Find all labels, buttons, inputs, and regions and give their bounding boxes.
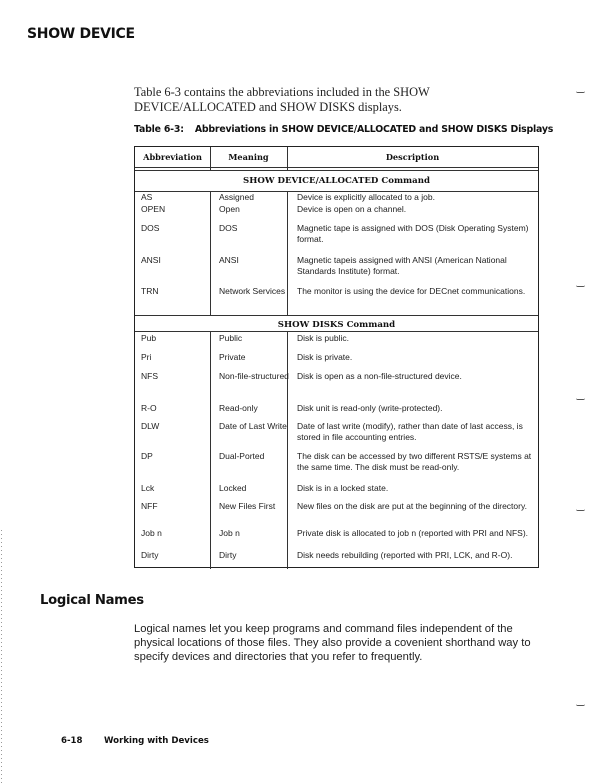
description-cell: Private disk is allocated to job n (reported with PRI and NFS). [297,528,529,538]
meaning-cell: Assigned [219,192,254,202]
meaning-cell: Job n [219,528,240,538]
header-divider-double [135,170,538,171]
header-divider [135,167,538,168]
abbreviation-cell: DOS [141,223,160,233]
section-title-divider [135,331,538,332]
section-body: Logical names let you keep programs and command files independent of the physical locations of those files. They also provide a covenient shorthand way to specify devices and directories that you refer to frequently. [134,623,531,663]
margin-mark [576,285,585,287]
section-heading: Logical Names [40,593,144,608]
header-meaning: Meaning [228,152,269,162]
abbreviation-cell: NFF [141,501,158,511]
description-cell: Magnetic tape is assigned with DOS (Disk Operating System) format. [297,223,529,244]
margin-mark [576,704,585,706]
abbreviation-cell: Job n [141,528,162,538]
running-head: SHOW DEVICE [27,26,135,42]
margin-mark [576,91,585,93]
table-caption [134,124,553,135]
meaning-cell: Open [219,204,240,214]
description-cell: Disk unit is read-only (write-protected). [297,403,443,413]
meaning-cell: Public [219,333,243,343]
abbreviation-cell: ANSI [141,255,161,265]
description-cell: Device is explicitly allocated to a job. [297,192,435,202]
abbreviation-cell: OPEN [141,204,166,214]
meaning-cell: Private [219,352,246,362]
abbreviation-cell: Pub [141,333,157,343]
header-description: Description [385,152,440,162]
abbreviations-table [134,146,539,568]
description-cell: Disk needs rebuilding (reported with PRI, LCK, and R-O). [297,550,513,560]
meaning-cell: Dirty [219,550,237,560]
description-cell: Disk is public. [297,333,349,343]
description-cell: New files on the disk are put at the beginning of the directory. [297,501,527,511]
column-divider [210,331,211,569]
abbreviation-cell: AS [141,192,153,202]
column-divider [210,191,211,315]
description-cell: The monitor is using the device for DECnet communications. [297,286,526,296]
meaning-cell: Non-file-structured [219,371,289,381]
meaning-cell: Date of Last Write [219,421,287,431]
section-title: SHOW DEVICE/ALLOCATED Command [243,176,430,186]
margin-mark [576,398,585,400]
abbreviation-cell: R-O [141,403,157,413]
description-cell: The disk can be accessed by two different RSTS/E systems at the same time. The disk must be read-only. [297,451,532,472]
margin-mark [576,509,585,511]
col-divider-header-1 [210,147,211,171]
table-caption-title: Abbreviations in SHOW DEVICE/ALLOCATED and SHOW DISKS Displays [194,124,554,135]
intro-paragraph: Table 6-3 contains the abbreviations included in the SHOW DEVICE/ALLOCATED and SHOW DISKS displays. [134,85,430,114]
header-abbreviation: Abbreviation [143,152,202,162]
abbreviation-cell: Dirty [141,550,159,560]
description-cell: Magnetic tapeis assigned with ANSI (American National Standards Institute) format. [297,255,507,276]
abbreviation-cell: DLW [141,421,160,431]
description-cell: Device is open on a channel. [297,204,407,214]
meaning-cell: Network Services [219,286,286,296]
description-cell: Disk is open as a non-file-structured device. [297,371,462,381]
abbreviation-cell: TRN [141,286,159,296]
meaning-cell: Dual-Ported [219,451,265,461]
description-cell: Disk is private. [297,352,353,362]
abbreviation-cell: DP [141,451,153,461]
section-title: SHOW DISKS Command [277,320,396,330]
meaning-cell: ANSI [219,255,239,265]
abbreviation-cell: Pri [141,352,152,362]
page-footer [61,736,209,746]
meaning-cell: New Files First [219,501,276,511]
page-number: 6-18 [61,736,83,746]
section-divider [135,315,538,316]
table-caption-number: Table 6-3: [134,124,184,135]
meaning-cell: Read-only [219,403,258,413]
col-divider-header-2 [287,147,288,171]
abbreviation-cell: NFS [141,371,158,381]
meaning-cell: DOS [219,223,238,233]
description-cell: Disk is in a locked state. [297,483,389,493]
meaning-cell: Locked [219,483,247,493]
chapter-title: Working with Devices [104,736,209,746]
description-cell: Date of last write (modify), rather than date of last access, is stored in file accounting entries. [297,421,523,442]
binding-dots [1,530,2,783]
abbreviation-cell: Lck [141,483,155,493]
